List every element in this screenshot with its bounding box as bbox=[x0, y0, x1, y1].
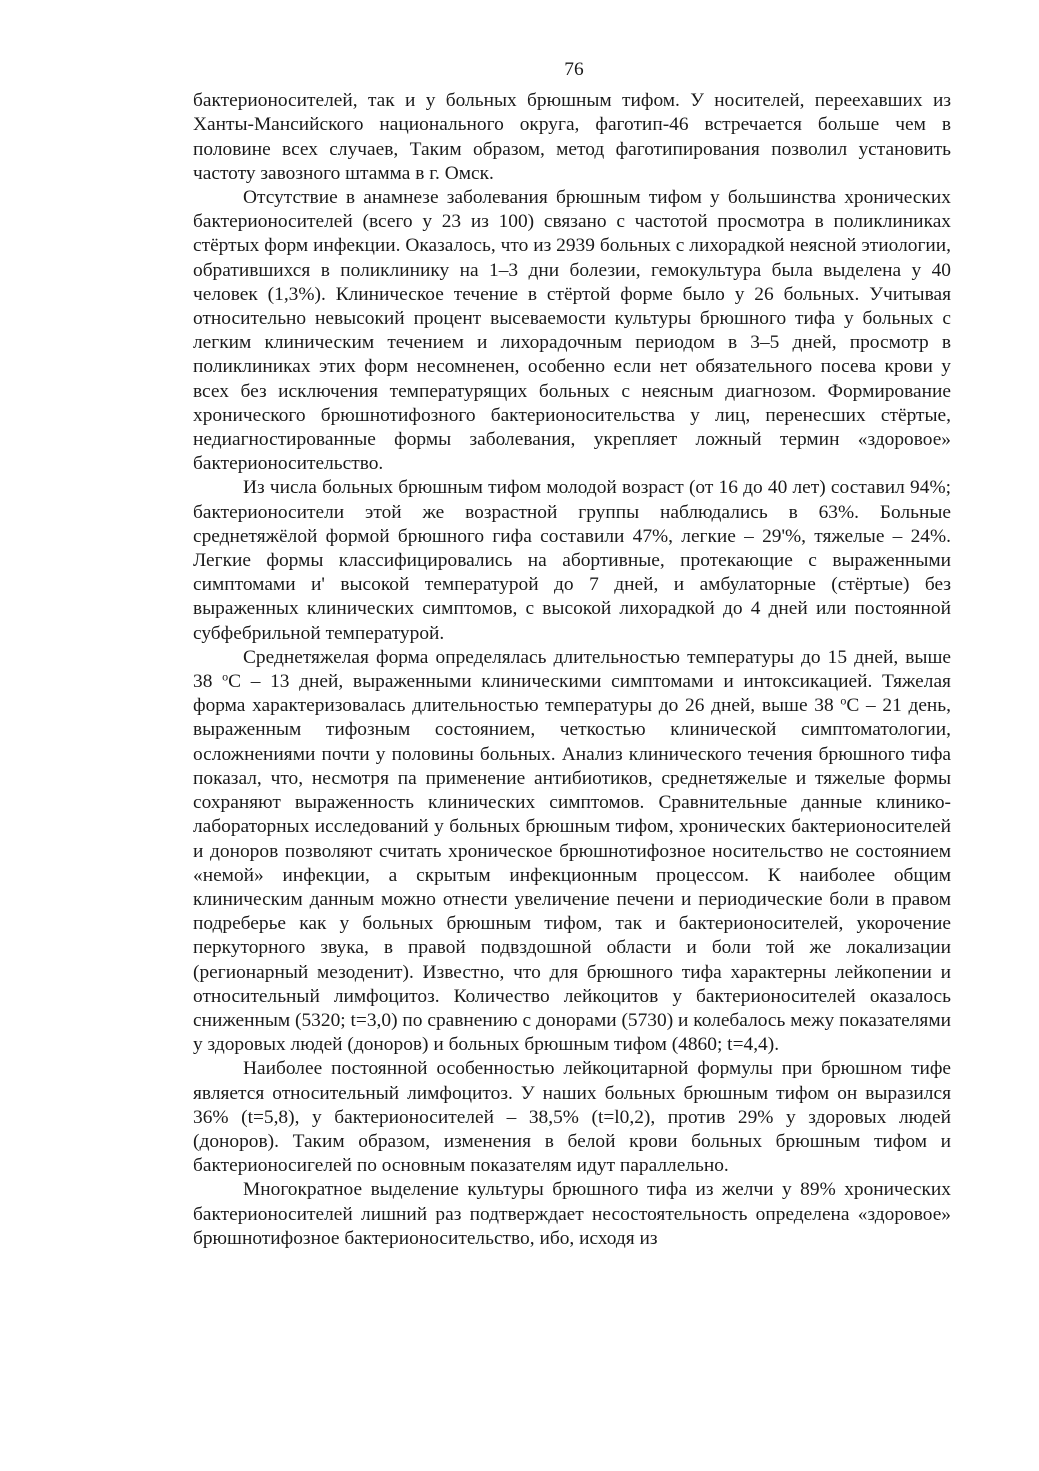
paragraph-4 bbox=[193, 646, 951, 1057]
paragraph-6: Многократное выделение культуры брюшного тифа из желчи у 89% хронических бактерионосителей лишний раз подтверждает несостоятельность определена «здоровое» брюшнотифозное бактерионосительство, ибо, исходя из bbox=[193, 1179, 951, 1249]
document-page bbox=[193, 58, 951, 1251]
degree-mark: o bbox=[840, 693, 847, 708]
page-number: 76 bbox=[564, 59, 584, 80]
degree-mark: o bbox=[222, 669, 229, 684]
paragraph-4-part-3: С – 21 день, выраженным тифозным состоянием, четкостью клинической симптоматологии, осложнениями почти у половины больных. Анализ клинического течения брюшного тифа показал, что, несмотря па применение антибиотиков, среднетяжелые и тяжелые формы сохраняют выраженность клинических симптомов. Сравнительные данные клинико-лабораторных исследований у больных брюшным тифом, хронических бактерионосителей и доноров позволяют считать хроническое брюшнотифозное носительство не состоянием «немой» инфекции, а скрытым инфекционным процессом. К наиболее общим клиническим данным можно отнести увеличение печени и периодические боли в правом подреберье как у больных брюшным тифом, так и бактерионосителей, укорочение перкуторного звука, в правой подвздошной области и боли той же локализации (регионарный мезоденит). Известно, что для брюшного тифа характерны лейкопении и относительный лимфоцитоз. Количество лейкоцитов у бактерионосителей оказалось сниженным (5320; t=3,0) по сравнению с донорами (5730) и колебалось межу показателями у здоровых людей (доноров) и больных брюшным тифом (4860; t=4,4). bbox=[193, 695, 951, 1056]
paragraph-3: Из числа больных брюшным тифом молодой возраст (от 16 до 40 лет) составил 94%; бактерионосители этой же возрастной группы наблюдались в 63%. Больные среднетяжёлой формой брюшного гифа составили 47%, легкие – 29'%, тяжелые – 24%. Легкие формы классифицировались на абортивные, протекающие с выраженными симптомами и' высокой температурой до 7 дней, и амбулаторные (стёртые) без выраженных клинических симптомов, с высокой лихорадкой до 4 дней или постоянной субфебрильной температурой. bbox=[193, 477, 951, 644]
paragraph-4-part-1: Среднетяжелая форма определялась длительностью температуры до 15 дней, выше 38 bbox=[193, 646, 951, 693]
paragraph-5: Наиболее постоянной особенностью лейкоцитарной формулы при брюшном тифе является относительный лимфоцитоз. У наших больных брюшным тифом он выразился 36% (t=5,8), у бактерионосителей – 38,5% (t=l0,2), против 29% у здоровых людей (доноров). Таким образом, изменения в белой крови больных брюшным тифом и бактерионосигелей по основным показателям идут параллельно. bbox=[193, 1058, 951, 1177]
paragraph-4-part-2: С – 13 дней, выраженными клиническими симптомами и интоксикацией. Тяжелая форма характеризовалась длительностью температуры до 26 дней, выше 38 bbox=[193, 671, 951, 717]
paragraph-2: Отсутствие в анамнезе заболевания брюшным тифом у большинства хронических бактерионосителей (всего у 23 из 100) связано с частотой просмотра в поликлиниках стёртых форм инфекции. Оказалось, что из 2939 больных с лихорадкой неясной этиологии, обратившихся в поликлинику на 1–3 дни болезии, гемокультура была выделена у 40 человек (1,3%). Клиническое течение в стёртой форме было у 26 больных. Учитывая относительно невысокий процент высеваемости культуры брюшного тифа у больных с легким клиническим течением и лихорадочным периодом в 3–5 дней, просмотр в поликлиниках этих форм несомненен, особенно если нет обязательного посева крови у всех без исключения температурящих больных с неясным диагнозом. Формирование хронического брюшнотифозного бактерионосительства у лиц, перенесших стёртые, недиагностированные формы заболевания, укрепляет ложный термин «здоровое» бактерионосительство. bbox=[193, 187, 951, 475]
paragraph-1: бактерионосителей, так и у больных брюшным тифом. У носителей, переехавших из Ханты-Мансийского национального округа, фаготип-46 встречается больше чем в половине всех случаев, Таким образом, метод фаготипирования позволил установить частоту завозного штамма в г. Омск. bbox=[193, 90, 951, 184]
